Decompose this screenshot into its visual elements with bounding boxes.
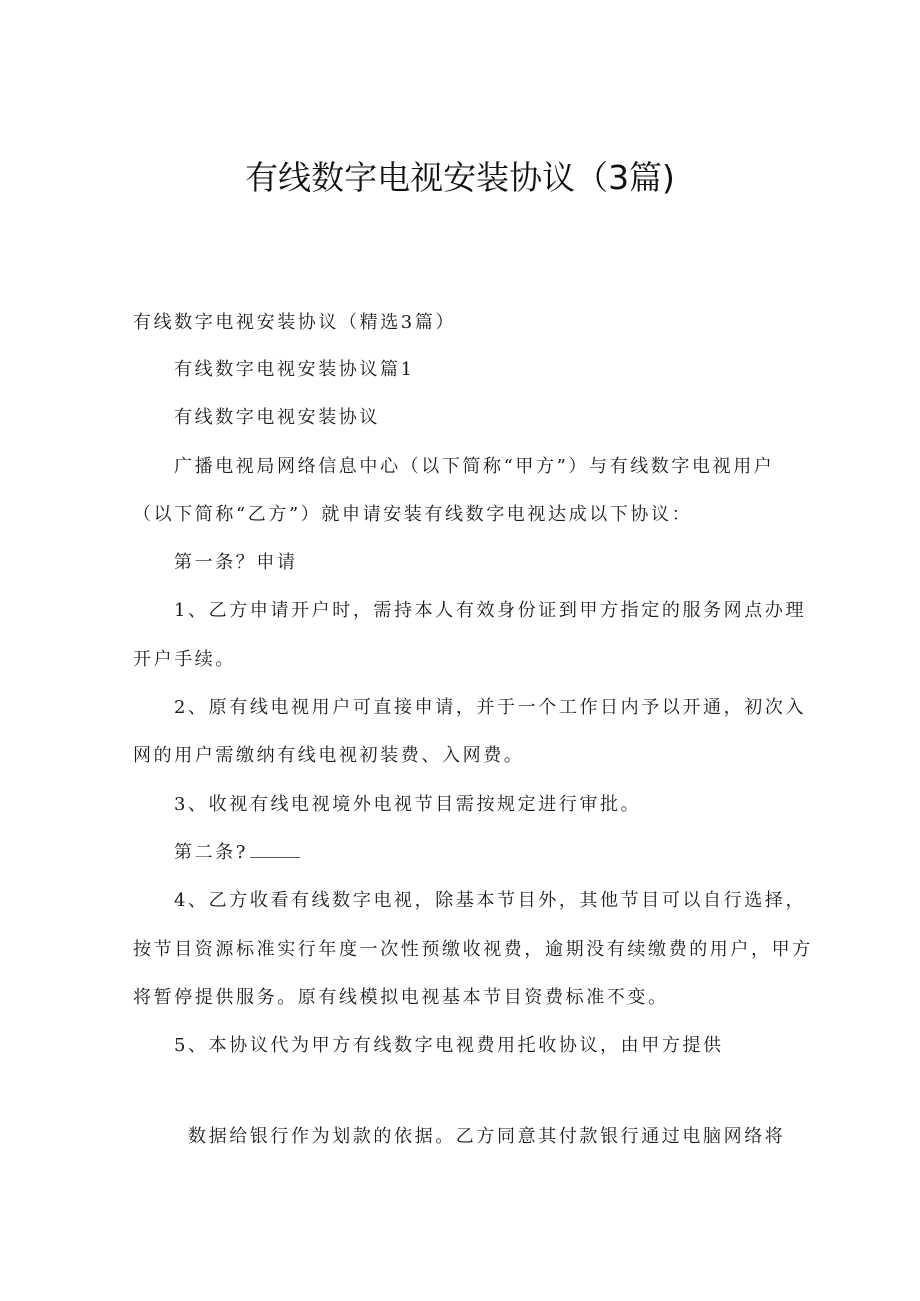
article-heading-2 [174, 840, 300, 866]
subtitle-line: 有线数字电视安装协议（精选3篇） [133, 312, 457, 333]
paragraph-line: 4、乙方收看有线数字电视，除基本节目外，其他节目可以自行选择， [174, 890, 807, 911]
document-title: 有线数字电视安装协议（3篇) [245, 158, 675, 197]
paragraph-line: 3、收视有线电视境外电视节目需按规定进行审批。 [174, 794, 642, 815]
paragraph-line: （以下简称“乙方”）就申请安装有线数字电视达成以下协议： [133, 504, 693, 525]
paragraph-line: 数据给银行作为划款的依据。乙方同意其付款银行通过电脑网络将 [188, 1126, 786, 1147]
paragraph-line: 开户手续。 [133, 649, 236, 670]
paragraph-line: 2、原有线电视用户可直接申请，并于一个工作日内予以开通，初次入 [174, 697, 807, 718]
paragraph-line: 1、乙方申请开户时，需持本人有效身份证到甲方指定的服务网点办理 [174, 600, 807, 621]
paragraph-line: 按节目资源标准实行年度一次性预缴收视费，逾期没有续缴费的用户，甲方 [133, 939, 813, 960]
paragraph-line: 网的用户需缴纳有线电视初装费、入网费。 [133, 745, 525, 766]
fill-in-blank [250, 845, 300, 858]
article-heading-text: 第二条? [174, 842, 249, 863]
paragraph-line: 5、本协议代为甲方有线数字电视费用托收协议，由甲方提供 [174, 1035, 724, 1056]
agreement-heading: 有线数字电视安装协议 [174, 407, 380, 428]
paragraph-line: 将暂停提供服务。原有线模拟电视基本节目资费标准不变。 [133, 987, 669, 1008]
article-heading: 第一条？申请 [174, 552, 298, 573]
section-heading: 有线数字电视安装协议篇1 [174, 359, 415, 380]
paragraph-line: 广播电视局网络信息中心（以下简称“甲方”）与有线数字电视用户 [174, 456, 775, 477]
